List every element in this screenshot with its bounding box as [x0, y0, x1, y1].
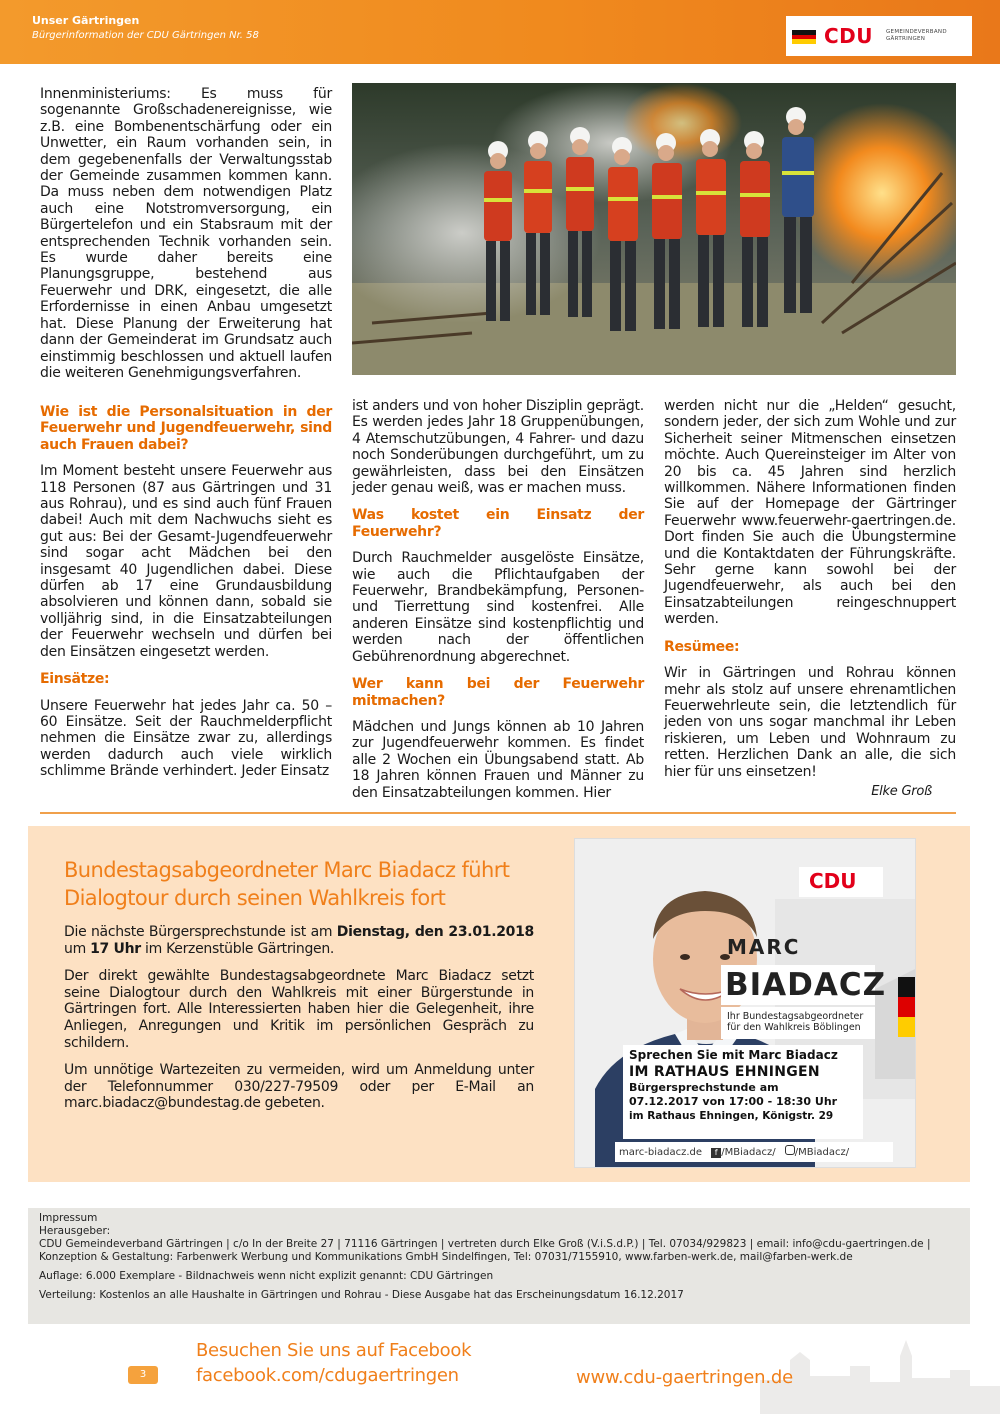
poster-event-info: Sprechen Sie mit Marc Biadacz IM RATHAUS EHNINGEN Bürgersprechstunde am 07.12.2017 von 17:00 - 18:30 Uhr im Rathaus Ehningen, Königstr. 29	[629, 1048, 838, 1122]
paragraph-einsaetze-cont: ist anders und von hoher Disziplin geprägt. Es werden jedes Jahr 18 Gruppenübungen, 4 Atemschutzübungen, 4 Fahrer- und dazu noch Sonderübungen durchgeführt, um zu gewährleisten, dass bei den Einsätzen jeder genau weiß, was er machen muss.	[352, 398, 644, 497]
facebook-link[interactable]: facebook.com/cdugaertringen	[196, 1365, 459, 1386]
facebook-invite: Besuchen Sie uns auf Facebook	[196, 1340, 472, 1361]
poster-last-name: BIADACZ	[725, 967, 887, 1003]
promo-headline: Bundestagsabgeordneter Marc Biadacz führt Dialogtour durch seinen Wahlkreis fort	[64, 858, 510, 910]
intro-paragraph: Innenministeriums: Es muss für sogenannte Großschadenereignisse, wie z.B. eine Bombenentschärfung oder ein Unwetter, ein Raum vorhanden sein, in dem gegebenenfalls der Verwaltungsstab der Gemeinde zusammen kommen kann. Da muss neben dem notwendigen Platz auch eine Notstromversorgung, ein Bürgertelefon und ein Stabsraum mit der entsprechenden Technik vorhanden sein. Es wurde daher bereits eine Planungsgruppe, bestehend aus Feuerwehr und DRK, eingesetzt, die alle Erfordernisse in einen Anbau umgesetzt hat. Diese Planung der Erweiterung hat dann der Gemeinderat im Grundsatz auch einstimmig beschlossen und aktuell laufen die weiteren Genehmigungsverfahren.	[40, 86, 332, 381]
article-column-2	[352, 398, 644, 812]
biadacz-poster	[574, 838, 916, 1168]
heading-mitmachen: Wer kann bei der Feuerwehr mitmachen?	[352, 676, 644, 709]
author-signature: Elke Groß	[871, 783, 932, 799]
article-column-3	[664, 398, 956, 800]
header-title: Unser Gärtringen	[32, 14, 140, 27]
paragraph-einsaetze: Unsere Feuerwehr hat jedes Jahr ca. 50 – 60 Einsätze. Seit der Rauchmelderpflicht nehmen die Einsätze zwar zu, allerdings werden dadurch auch viele wirklich schlimme Brände verhindert. Jeder Einsatz	[40, 697, 332, 780]
poster-cdu-logo: CDU	[809, 869, 857, 893]
article-column-1	[40, 398, 332, 791]
paragraph-mitmachen-cont: werden nicht nur die „Helden“ gesucht, sondern jeder, der sich zum Wohle und zur Sicherheit seiner Mitmenschen einsetzen möchte. Auch Quereinsteiger im Alter von 20 bis ca. 45 Jahren sind herzlich willkommen. Nähere Informationen finden Sie auf der Homepage der Gärtringer Feuerwehr www.feuerwehr-gaertringen.de. Dort finden Sie auch die Übungstermine und die Kontaktdaten der Führungskräfte. Sehr gerne kann sowohl bei der Jugendfeuerwehr, als auch bei den Einsatzabteilungen reingeschnuppert werden.	[664, 398, 956, 628]
page-number: 3	[128, 1366, 158, 1384]
promo-date-paragraph: Die nächste Bürgersprechstunde ist am Dienstag, den 23.01.2018 um 17 Uhr im Kerzenstüble Gärtringen.	[64, 924, 534, 957]
heading-einsaetze: Einsätze:	[40, 671, 110, 688]
flag-icon	[792, 30, 816, 44]
promo-registration: Um unnötige Wartezeiten zu vermeiden, wird um Anmeldung unter der Telefonnummer 030/227-79509 oder per E-Mail an marc.biadacz@bundestag.de gebeten.	[64, 1062, 534, 1112]
website-link[interactable]: www.cdu-gaertringen.de	[576, 1367, 793, 1388]
promo-box	[28, 826, 970, 1182]
instagram-icon	[785, 1145, 795, 1155]
poster-instagram: /MBiadacz/	[794, 1147, 850, 1158]
impressum-title: Impressum	[39, 1212, 98, 1224]
poster-first-name: MARC	[727, 935, 801, 959]
paragraph-resuemee: Wir in Gärtringen und Rohrau können mehr als stolz auf unsere ehrenamtlichen Feuerwehrleute sein, die letztendlich für jeden von uns sogar manchmal ihr Leben riskieren, um Leben und Wohnraum zu retten. Herzlichen Dank an alle, die sich hier für uns einsetzen!	[664, 665, 956, 780]
header-subtitle: Bürgerinformation der CDU Gärtringen Nr. 58	[32, 30, 259, 41]
impressum-box	[28, 1208, 970, 1324]
page-footer	[0, 1330, 1000, 1414]
heading-personal: Wie ist die Personalsituation in der Feuerwehr und Jugendfeuerwehr, sind auch Frauen dabei?	[40, 404, 332, 453]
poster-role: Ihr Bundestagsabgeordneter für den Wahlkreis Böblingen	[727, 1011, 864, 1033]
paragraph-kosten: Durch Rauchmelder ausgelöste Einsätze, wie auch die Pflichtaufgaben der Feuerwehr, Brandbekämpfung, Personen- und Tierrettung sind kostenfrei. Alle anderen Einsätze sind kostenpflichtig und werden nach der öffentlichen Gebührenordnung abgerechnet.	[352, 550, 644, 665]
impressum-distribution: Verteilung: Kostenlos an alle Haushalte in Gärtringen und Rohrau - Diese Ausgabe hat das Erscheinungsdatum 16.12.2017	[39, 1289, 684, 1301]
promo-description: Der direkt gewählte Bundestagsabgeordnete Marc Biadacz setzt seine Dialogtour durch den Wahlkreis mit einer Bürgerstunde in Gärtringen fort. Alle Interessierten haben hier die Gelegenheit, ihre Anliegen, Anregungen und Kritik im persönlichen Gespräch zu schildern.	[64, 968, 534, 1051]
logo-subtitle: GEMEINDEVERBAND GÄRTRINGEN	[886, 29, 947, 42]
cdu-logo	[786, 16, 972, 56]
article-intro	[40, 86, 332, 392]
poster-social	[619, 1145, 893, 1158]
logo-wordmark: CDU	[824, 24, 874, 48]
impressum-publisher-label: Herausgeber:	[39, 1225, 111, 1237]
heading-resuemee: Resümee:	[664, 638, 740, 655]
page-header	[0, 0, 1000, 64]
section-divider	[40, 812, 956, 814]
heading-kosten: Was kostet ein Einsatz der Feuerwehr?	[352, 507, 644, 540]
paragraph-personal: Im Moment besteht unsere Feuerwehr aus 118 Personen (87 aus Gärtringen und 31 aus Rohrau), und es sind auch fünf Frauen dabei! Auch mit dem Nachwuchs sieht es gut aus: Bei der Gesamt-Jugendfeuerwehr sind sogar acht Mädchen bei den insgesamt 40 Jugendlichen dabei. Diese dürfen ab 17 eine Grundausbildung absolvieren und können dann, sobald sie volljährig sind, in die Einsatzabteilungen der Feuerwehr wechseln und dürfen bei den Einsätzen eingesetzt werden.	[40, 463, 332, 660]
impressum-publisher: CDU Gemeindeverband Gärtringen | c/o In der Breite 27 | 71116 Gärtringen | vertreten durch Elke Groß (V.i.S.d.P.) | Tel. 07034/929823 | email: info@cdu-gaertringen.de | Konzeption & Gestaltung: Farbenwerk Werbung und Kommunikations GmbH Sindelfingen, Tel: 07031/7155910, www.farben-werk.de, mail@farben-werk.de	[39, 1238, 931, 1263]
facebook-icon: f	[711, 1148, 721, 1158]
promo-body	[64, 924, 534, 1123]
impressum-edition: Auflage: 6.000 Exemplare - Bildnachweis wenn nicht explizit genannt: CDU Gärtringen	[39, 1270, 494, 1282]
poster-website: marc-biadacz.de	[619, 1147, 703, 1158]
poster-facebook: /MBiadacz/	[721, 1147, 776, 1158]
firefighters-photo	[352, 83, 956, 375]
paragraph-mitmachen: Mädchen und Jungs können ab 10 Jahren zur Jugendfeuerwehr kommen. Es findet alle 2 Wochen ein Übungsabend statt. Ab 18 Jahren können Frauen und Männer zu den Einsatzabteilungen kommen. Hier	[352, 718, 644, 801]
